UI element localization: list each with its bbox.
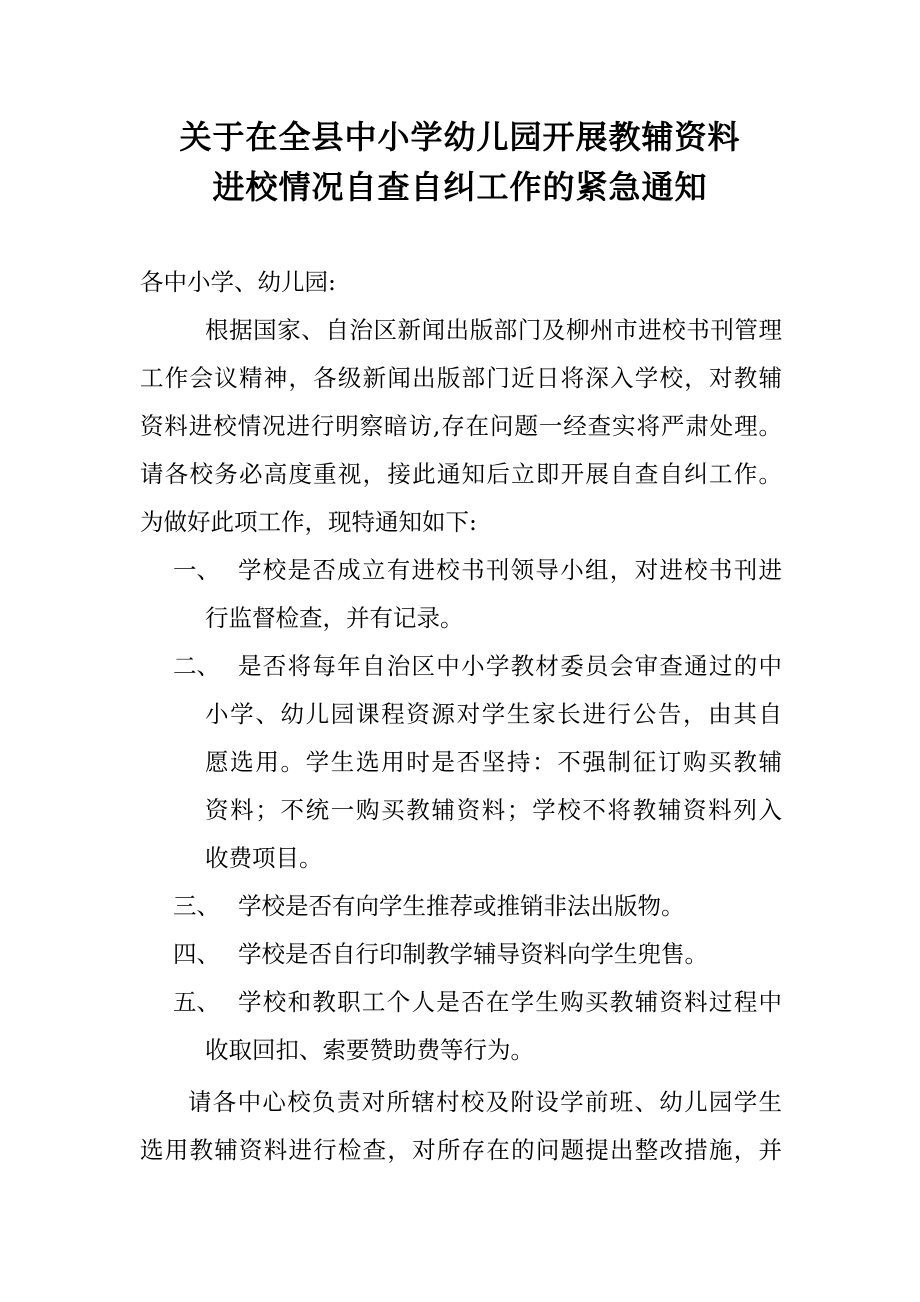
- intro-line: 请各校务必高度重视，接此通知后立即开展自查自纠工作。: [140, 460, 782, 488]
- list-item-text: 学校和教职工个人是否在学生购买教辅资料过程中: [238, 988, 782, 1016]
- closing-line: 请各中心校负责对所辖村校及附设学前班、幼儿园学生: [188, 1088, 782, 1116]
- list-item-text: 小学、幼儿园课程资源对学生家长进行公告，由其自: [205, 700, 782, 728]
- list-item-text: 学校是否成立有进校书刊领导小组，对进校书刊进: [238, 556, 782, 584]
- list-item-text: 收取回扣、索要赞助费等行为。: [205, 1036, 534, 1064]
- salutation: 各中小学、幼儿园:: [140, 268, 336, 296]
- list-item-number: 三、: [173, 892, 220, 920]
- intro-line: 根据国家、自治区新闻出版部门及柳州市进校书刊管理: [205, 316, 782, 344]
- list-item-text: 行监督检查，并有记录。: [205, 604, 464, 632]
- list-item-number: 四、: [173, 940, 220, 968]
- list-item-text: 收费项目。: [205, 844, 323, 872]
- list-item-text: 学校是否自行印制教学辅导资料向学生兜售。: [238, 940, 708, 968]
- document-title-line-1: 关于在全县中小学幼儿园开展教辅资料: [179, 118, 741, 156]
- intro-line: 工作会议精神，各级新闻出版部门近日将深入学校，对教辅: [140, 364, 782, 392]
- list-item-text: 是否将每年自治区中小学教材委员会审查通过的中: [238, 652, 782, 680]
- closing-line: 选用教辅资料进行检查，对所存在的问题提出整改措施，并: [140, 1136, 782, 1164]
- list-item-number: 一、: [173, 556, 220, 584]
- list-item-text: 愿选用。学生选用时是否坚持：不强制征订购买教辅: [205, 748, 782, 776]
- intro-line: 为做好此项工作，现特通知如下:: [140, 508, 477, 536]
- list-item-text: 资料；不统一购买教辅资料；学校不将教辅资料列入: [205, 796, 782, 824]
- list-item-number: 二、: [173, 652, 220, 680]
- list-item-text: 学校是否有向学生推荐或推销非法出版物。: [238, 892, 685, 920]
- document-title-line-2: 进校情况自查自纠工作的紧急通知: [212, 168, 708, 206]
- intro-line: 资料进校情况进行明察暗访,存在问题一经查实将严肃处理。: [140, 412, 782, 440]
- list-item-number: 五、: [173, 988, 220, 1016]
